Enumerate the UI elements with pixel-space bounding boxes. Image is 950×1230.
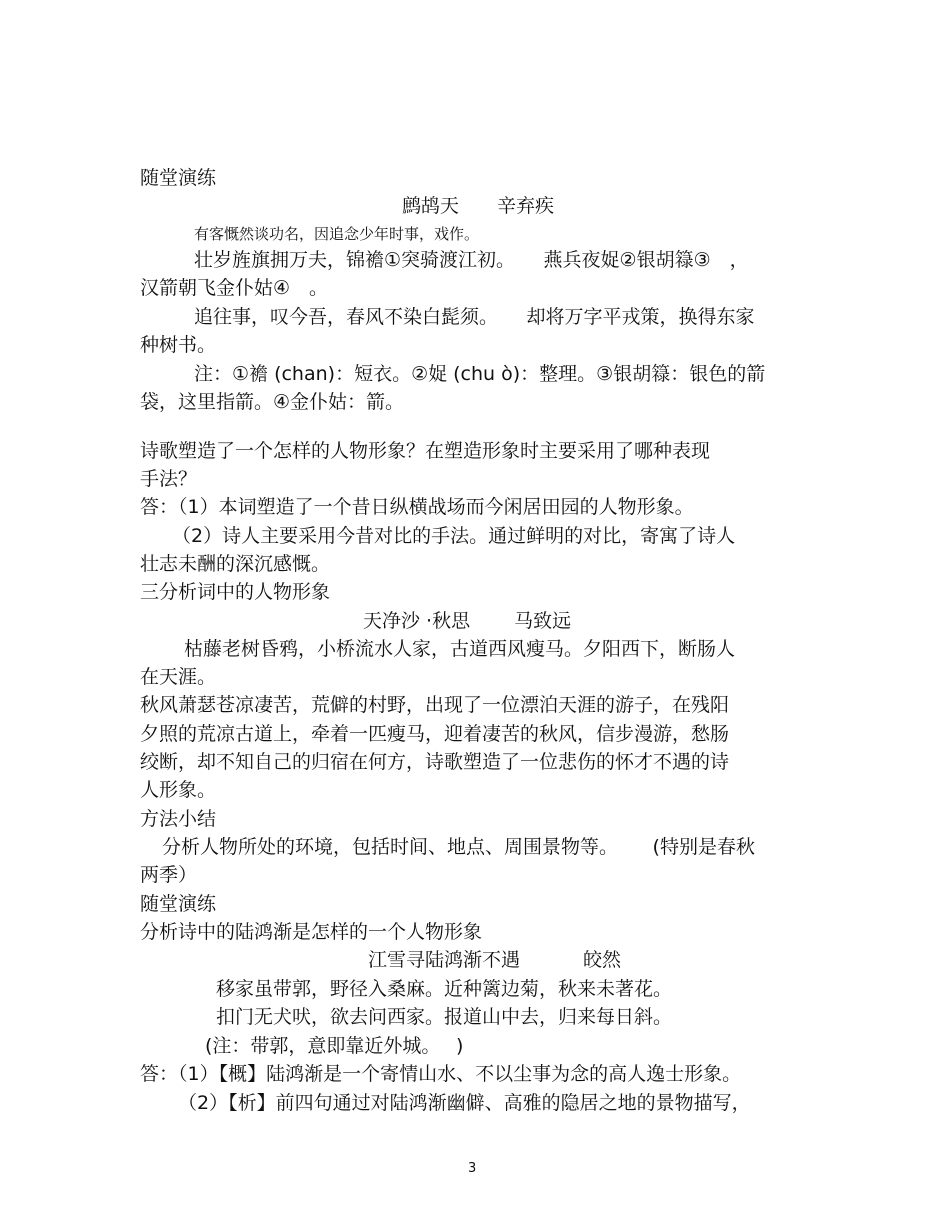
summary-text: 分析人物所处的环境，包括时间、地点、周围景物等。 (特别是春秋: [162, 836, 755, 858]
section-heading: 随堂演练: [140, 167, 217, 189]
poem-notes: 袋，这里指箭。④金仆姑：箭。: [140, 391, 405, 413]
answer-text: 壮志未酬的深沉感慨。: [140, 553, 331, 575]
poem-line: 壮岁旌旗拥万夫，锦襜①突骑渡江初。 燕兵夜娖②银胡簶③ ，: [194, 249, 749, 271]
answer-text: 答：（1）【概】陆鸿渐是一个寄情山水、不以尘事为念的高人逸士形象。: [140, 1063, 742, 1085]
page-number: 3: [468, 1161, 477, 1176]
poem-title: 江雪寻陆鸿渐不遇 皎然: [368, 949, 622, 971]
poem-line: 移家虽带郭，野径入桑麻。近种篱边菊，秋来未著花。: [216, 978, 673, 1000]
poem-line: 汉箭朝飞金仆姑④ 。: [140, 277, 329, 299]
poem-notes: 注：①襜 (chan)：短衣。②娖 (chu ò)：整理。③银胡簶：银色的箭: [194, 363, 766, 385]
poem-preface: 有客慨然谈功名，因追念少年时事，戏作。: [194, 225, 480, 243]
poem-title: 天净沙 ·秋思 马致远: [363, 610, 572, 632]
question-text: 手法？: [140, 468, 198, 490]
poem-line: 种树书。: [140, 334, 217, 356]
answer-text: （2）诗人主要采用今昔对比的手法。通过鲜明的对比，寄寓了诗人: [172, 525, 736, 547]
poem-line: 在天涯。: [140, 666, 217, 688]
analysis-text: 夕照的荒凉古道上，牵着一匹瘦马，迎着凄苦的秋风，信步漫游，愁肠: [140, 723, 730, 745]
poem-line: 枯藤老树昏鸦，小桥流水人家，古道西风瘦马。夕阳西下，断肠人: [184, 638, 736, 660]
analysis-text: 人形象。: [140, 779, 217, 801]
analysis-text: 秋风萧瑟苍凉凄苦，荒僻的村野，出现了一位漂泊天涯的游子，在残阳: [140, 694, 730, 716]
answer-text: 答：（1）本词塑造了一个昔日纵横战场而今闲居田园的人物形象。: [140, 496, 694, 518]
section-heading: 三分析词中的人物形象: [140, 581, 331, 603]
poem-line: 追往事，叹今吾，春风不染白髭须。 却将万字平戎策，换得东家: [194, 306, 755, 328]
section-heading: 方法小结: [140, 808, 217, 830]
analysis-text: 绞断，却不知自己的归宿在何方，诗歌塑造了一位悲伤的怀才不遇的诗: [140, 751, 730, 773]
section-heading: 随堂演练: [140, 893, 217, 915]
summary-text: 两季）: [140, 864, 198, 886]
poem-title: 鹧鸪天 辛弃疾: [402, 195, 555, 217]
answer-text: （2）【析】前四句通过对陆鸿渐幽僻、高雅的隐居之地的景物描写，: [178, 1092, 751, 1114]
poem-notes: (注：带郭，意即靠近外城。 ): [205, 1035, 464, 1057]
question-text: 诗歌塑造了一个怎样的人物形象？在塑造形象时主要采用了哪种表现: [140, 440, 711, 462]
question-text: 分析诗中的陆鸿渐是怎样的一个人物形象: [140, 921, 483, 943]
poem-line: 扣门无犬吠，欲去问西家。报道山中去，归来每日斜。: [216, 1006, 673, 1028]
